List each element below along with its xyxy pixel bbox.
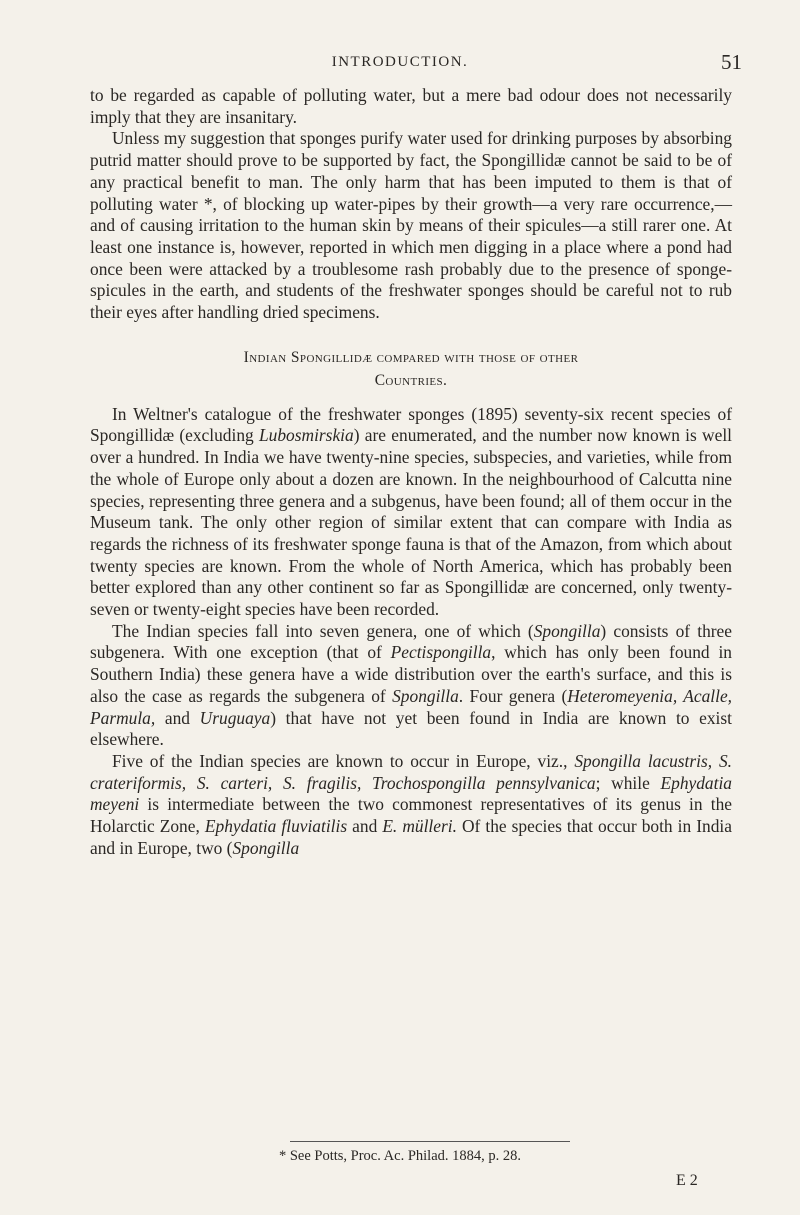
taxon-name: Spongilla xyxy=(392,685,459,706)
section-heading-line-1: Indian Spongillidæ compared with those of other xyxy=(243,348,579,366)
text-run: In Weltner's catalogue of the freshwater sponges (1895) seventy-six recent species of Spongillidæ (excluding xyxy=(90,403,732,446)
text-run: ) that have not yet been found in India are known to exist elsewhere. xyxy=(90,707,732,750)
page-number: 51 xyxy=(721,50,742,74)
text-run: ; while xyxy=(595,772,661,793)
taxon-name: Lubosmirskia xyxy=(259,425,354,446)
taxon-name: Ephydatia meyeni xyxy=(90,772,732,815)
text-run: ) consists of three subgenera. With one exception (that of xyxy=(90,620,732,663)
text-run: and xyxy=(155,707,200,728)
text-run: . Four genera ( xyxy=(458,685,568,706)
taxon-name: Heteromeyenia, Acalle, Parmula, xyxy=(90,685,733,728)
text-run: The Indian species fall into seven genera, one of which ( xyxy=(112,620,534,641)
running-title: INTRODUCTION. xyxy=(331,54,469,70)
signature-mark: E 2 xyxy=(676,1172,698,1189)
paragraph-continuation: to be regarded as capable of polluting water, but a mere bad odour does not necessarily imply that they are insanitary. xyxy=(90,85,732,127)
body-text xyxy=(90,85,732,860)
footnote-rule xyxy=(290,1141,570,1142)
running-head xyxy=(0,50,800,74)
section-heading xyxy=(90,346,732,392)
taxon-name: Pectispongilla xyxy=(390,642,492,663)
taxon-name: Spongilla lacustris, S. crateriformis, S. carteri, S. fragilis, Trochospongilla pennsylvanica xyxy=(90,750,732,793)
paragraph-indian-genera xyxy=(90,621,732,751)
taxon-name: Spongilla xyxy=(533,620,601,641)
text-run: Of the species that occur both in India and in Europe, two ( xyxy=(90,816,732,858)
text-run: and xyxy=(347,816,383,837)
section-heading-line-2: Countries. xyxy=(374,371,448,389)
paragraph-sanitary-benefit: Unless my suggestion that sponges purify water used for drinking purposes by absorbing putrid matter should prove to be supported by fact, the Spongillidæ cannot be said to be of any practical benefit to man. The only harm that has been imputed to them is that of polluting water *, of blocking up water-pipes by their growth—a very rare occurrence,—and of causing irritation to the human skin by means of their spicules—a still rarer one. At least one instance is, however, reported in which men digging in a place where a pond had once been were attacked by a troublesome rash probably due to the presence of sponge-spicules in the earth, and students of the freshwater sponges should be careful not to rub their eyes after handling dried specimens. xyxy=(90,128,732,323)
paragraph-european-species xyxy=(90,751,732,860)
text-run: Five of the Indian species are known to occur in Europe, viz., xyxy=(112,750,575,771)
taxon-name: Spongilla xyxy=(232,837,300,858)
text-run: , which has only been found in Southern India) these genera have a wide distribution over the earth's surface, and this is also the case as regards the subgenera of xyxy=(90,642,732,706)
taxon-name: Uruguaya xyxy=(199,707,271,728)
footnote: * See Potts, Proc. Ac. Philad. 1884, p. 28. xyxy=(278,1148,522,1164)
taxon-name: Ephydatia fluviatilis xyxy=(204,816,348,837)
paragraph-weltner-catalogue xyxy=(90,404,732,621)
text-run: is intermediate between the two commonest representatives of its genus in the Holarctic Zone, xyxy=(90,794,732,837)
text-run: ) are enumerated, and the number now known is well over a hundred. In India we have twenty-nine species, subspecies, and varieties, while from the whole of Europe only about a dozen are known. In the neighbourhood of Calcutta nine species, representing three genera and a subgenus, have been found; all of them occur in the Museum tank. The only other region of similar extent that can compare with India as regards the richness of its freshwater sponge fauna is that of the Amazon, from which about twenty species are known. From the whole of North America, which has probably been better explored than any other continent so far as Spongillidæ are concerned, only twenty-seven or twenty-eight species have been recorded. xyxy=(90,425,732,620)
taxon-name: E. mülleri. xyxy=(382,816,457,837)
